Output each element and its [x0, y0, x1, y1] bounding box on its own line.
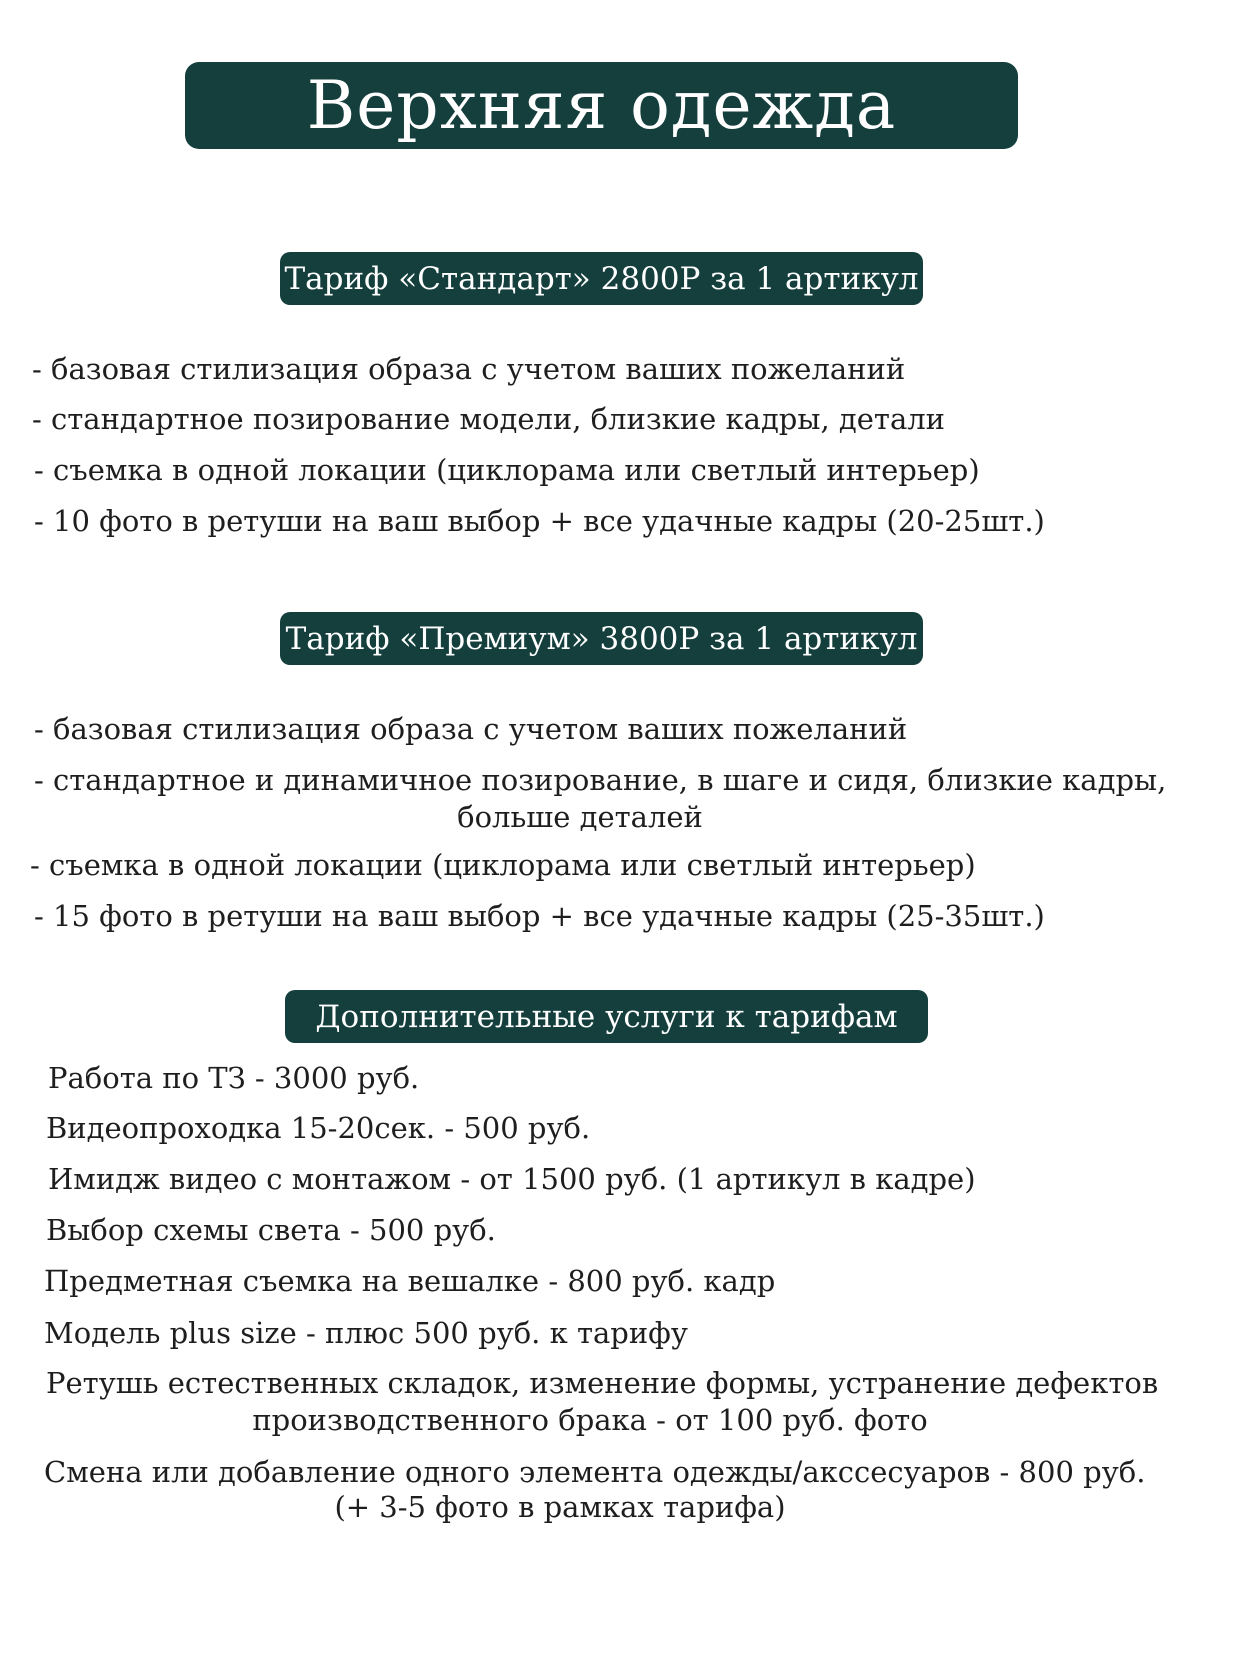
premium-item-continuation: больше деталей — [457, 800, 703, 834]
extra-item: Смена или добавление одного элемента одежды/акссесуаров - 800 руб. — [44, 1455, 1146, 1489]
extra-item-continuation: производственного брака - от 100 руб. фото — [252, 1403, 928, 1437]
premium-item: - съемка в одной локации (циклорама или светлый интерьер) — [30, 848, 976, 882]
extras-header: Дополнительные услуги к тарифам — [285, 990, 928, 1043]
standard-item: - базовая стилизация образа с учетом ваших пожеланий — [32, 352, 906, 386]
extra-item-continuation: (+ 3-5 фото в рамках тарифа) — [334, 1490, 786, 1524]
extra-item: Работа по ТЗ - 3000 руб. — [48, 1061, 420, 1095]
standard-tariff-header: Тариф «Стандарт» 2800Р за 1 артикул — [280, 252, 923, 305]
extra-item: Имидж видео с монтажом - от 1500 руб. (1 артикул в кадре) — [48, 1162, 976, 1196]
premium-item: - базовая стилизация образа с учетом ваших пожеланий — [34, 712, 908, 746]
extra-item: Предметная съемка на вешалке - 800 руб. кадр — [44, 1264, 776, 1298]
premium-item: - 15 фото в ретуши на ваш выбор + все удачные кадры (25-35шт.) — [34, 899, 1045, 933]
premium-tariff-header: Тариф «Премиум» 3800Р за 1 артикул — [280, 612, 923, 665]
standard-item: - 10 фото в ретуши на ваш выбор + все удачные кадры (20-25шт.) — [34, 504, 1045, 538]
standard-item: - съемка в одной локации (циклорама или светлый интерьер) — [34, 453, 980, 487]
extra-item: Ретушь естественных складок, изменение формы, устранение дефектов — [46, 1366, 1159, 1400]
extra-item: Видеопроходка 15-20сек. - 500 руб. — [46, 1111, 591, 1145]
extra-item: Модель plus size - плюс 500 руб. к тарифу — [44, 1316, 688, 1350]
standard-item: - стандартное позирование модели, близкие кадры, детали — [32, 402, 945, 436]
extra-item: Выбор схемы света - 500 руб. — [46, 1213, 496, 1247]
premium-item: - стандартное и динамичное позирование, в шаге и сидя, близкие кадры, — [34, 763, 1167, 797]
page-title: Верхняя одежда — [185, 62, 1018, 149]
